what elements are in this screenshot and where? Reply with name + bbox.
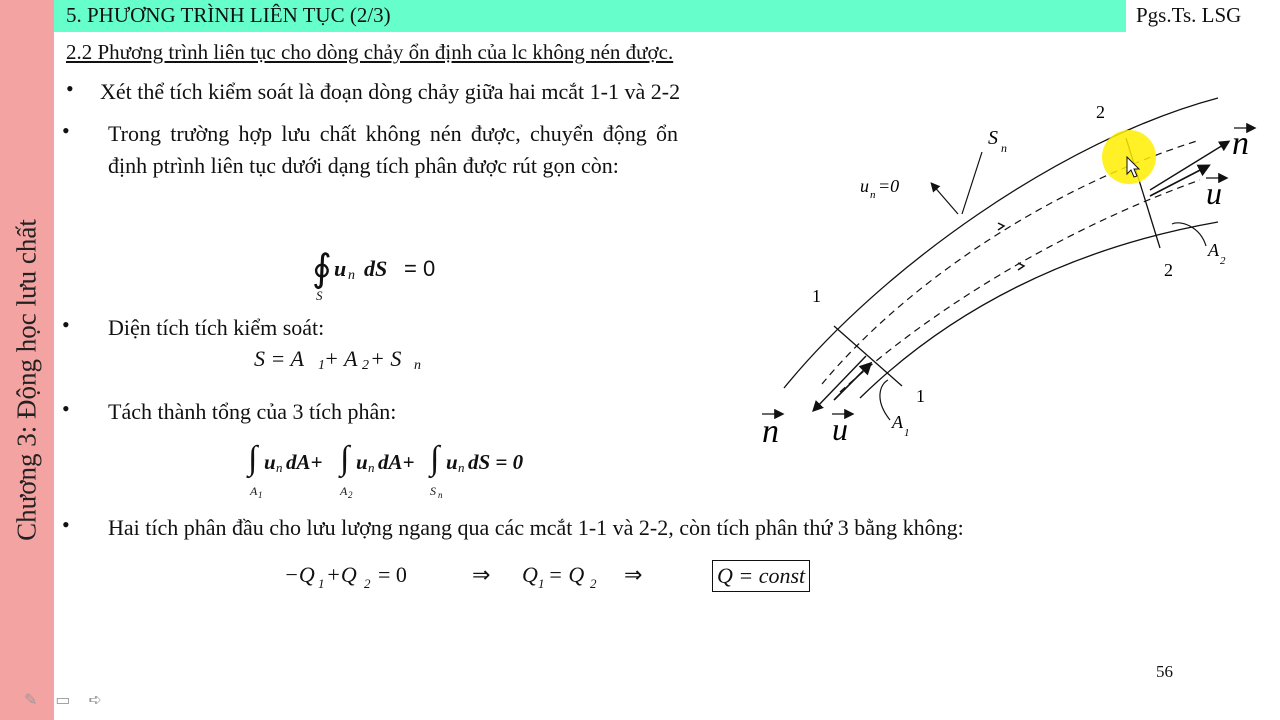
slide-nav-controls[interactable] [24, 690, 102, 710]
vector-u-left: u [832, 411, 848, 447]
label-un: u [860, 176, 869, 196]
bullet-flow-rates: Hai tích phân đầu cho lưu lượng ngang qua các mcắt 1-1 và 2-2, còn tích phân thứ 3 bằng không: [108, 515, 964, 540]
velocity-vector-2 [1150, 166, 1208, 196]
author-label: Pgs.Ts. LSG [1136, 3, 1242, 27]
label-section-2-bottom: 2 [1164, 260, 1173, 280]
label-section-2-top: 2 [1096, 102, 1105, 122]
tube-lower-wall [860, 222, 1218, 398]
label-un-sub: n [870, 189, 876, 201]
page-number: 56 [1156, 662, 1173, 681]
label-section-1-bottom: 1 [916, 386, 925, 406]
label-sn-sub: n [1001, 141, 1007, 155]
slide-title: 5. PHƯƠNG TRÌNH LIÊN TỤC (2/3) [66, 3, 391, 27]
label-section-1-top: 1 [812, 286, 821, 306]
next-arrow-icon[interactable]: ➪ [88, 692, 102, 709]
equation-closed-integral: ∮ u n dS = 0 S [312, 248, 436, 303]
equation-three-integrals: ∫ u n dA+ A 1 ∫ u n dA+ A 2 ∫ u n dS = 0 S n [248, 440, 524, 500]
bullet-control-volume: Xét thể tích kiểm soát là đoạn dòng chảy giữa hai mcắt 1-1 và 2-2 [100, 79, 681, 104]
section-subtitle: 2.2 Phương trình liên tục cho dòng chảy ổn định của lc không nén được. [66, 40, 674, 64]
sn-leader [962, 152, 982, 214]
section-1-line [834, 326, 902, 386]
label-sn: S [988, 127, 998, 149]
integral-sign: ∫ [340, 440, 350, 477]
integral-sign: ∫ [430, 440, 440, 477]
label-a2-sub: 2 [1220, 255, 1226, 267]
chapter-sidebar [0, 0, 54, 720]
bullet-incompressible: Trong trường hợp lưu chất không nén được, chuyển động ổn định ptrình liên tục dưới dạng tích phân được rút gọn còn: [108, 121, 678, 178]
a1-leader [880, 380, 890, 420]
label-a1-sub: 1 [904, 427, 910, 439]
closed-integral-sign: ∮ [312, 248, 332, 290]
normal-wall-arrow [932, 184, 958, 214]
bullet-marker: • [62, 312, 70, 337]
equation-continuity-result: −Q 1 +Q 2 = 0 ⇒ Q 1 = Q 2 ⇒ Q = const [284, 560, 844, 600]
menu-icon[interactable]: ▭ [55, 692, 71, 709]
mouse-cursor-icon [1126, 156, 1142, 180]
bullet-marker: • [62, 512, 70, 537]
label-un-eq: =0 [878, 176, 900, 196]
result-box: Q = const [712, 560, 810, 592]
integral-sign: ∫ [248, 440, 258, 477]
streamtube-diagram [740, 80, 1280, 460]
vector-n-left: n [762, 413, 779, 450]
bullet-control-area: Diện tích tích kiểm soát: [108, 315, 325, 340]
label-a1: A [892, 412, 903, 432]
label-a2: A [1208, 240, 1219, 260]
a2-leader [1172, 223, 1206, 246]
pen-icon[interactable]: ✎ [24, 692, 38, 709]
equation-area-sum: S = A 1 + A 2 + S n [254, 346, 421, 373]
vector-u-right: u [1206, 175, 1222, 211]
chapter-title: Chương 3: Động học lưu chất [11, 219, 42, 541]
implies-arrow: ⇒ [472, 562, 491, 587]
bullet-three-integrals: Tách thành tổng của 3 tích phân: [108, 399, 397, 424]
implies-arrow: ⇒ [624, 562, 643, 587]
bullet-marker: • [66, 76, 74, 101]
velocity-vector-1 [834, 364, 870, 400]
bullet-marker: • [62, 118, 70, 143]
bullet-marker: • [62, 396, 70, 421]
vector-n-right: n [1232, 125, 1249, 162]
